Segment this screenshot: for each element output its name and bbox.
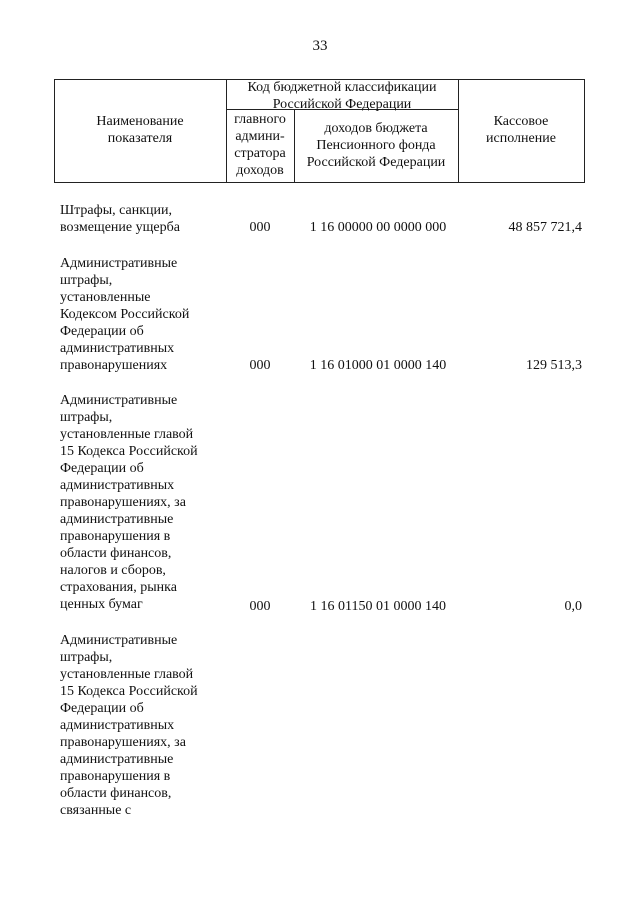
row-admin-code: 000 — [249, 599, 271, 614]
page-number: 33 — [312, 38, 328, 54]
header-admin-col: главного админи- стратора доходов — [234, 112, 286, 178]
row-indicator-name: Административные штрафы, установленные главой 15 Кодекса Российской Федерации об административных правонарушениях, за административные правонарушения в области финансов, налогов и сборов, страхования, рынка ценных бумаг — [60, 393, 198, 612]
header-kbk-group: Код бюджетной классификации Российской Федерации — [247, 80, 437, 112]
header-name-col: Наименование показателя — [96, 114, 184, 146]
row-admin-code: 000 — [249, 358, 271, 373]
header-amount-col: Кассовое исполнение — [486, 114, 556, 146]
row-cash-execution: 48 857 721,4 — [508, 220, 582, 235]
row-cash-execution: 0,0 — [564, 599, 582, 614]
row-budget-code: 1 16 01150 01 0000 140 — [310, 599, 446, 614]
row-cash-execution: 129 513,3 — [526, 358, 582, 373]
table-header-bottom-rule — [54, 182, 584, 183]
table-right-border — [584, 79, 585, 183]
row-budget-code: 1 16 00000 00 0000 000 — [309, 220, 447, 235]
header-income-col: доходов бюджета Пенсионного фонда Российской Федерации — [306, 121, 446, 170]
row-indicator-name: Административные штрафы, установленные Кодексом Российской Федерации об административных правонарушениях — [60, 256, 190, 373]
row-indicator-name: Штрафы, санкции, возмещение ущерба — [60, 203, 180, 235]
row-budget-code: 1 16 01000 01 0000 140 — [309, 358, 447, 373]
row-admin-code: 000 — [249, 220, 271, 235]
row-indicator-name: Административные штрафы, установленные главой 15 Кодекса Российской Федерации об административных правонарушениях, за административные правонарушения в области финансов, связанные с — [60, 633, 198, 818]
